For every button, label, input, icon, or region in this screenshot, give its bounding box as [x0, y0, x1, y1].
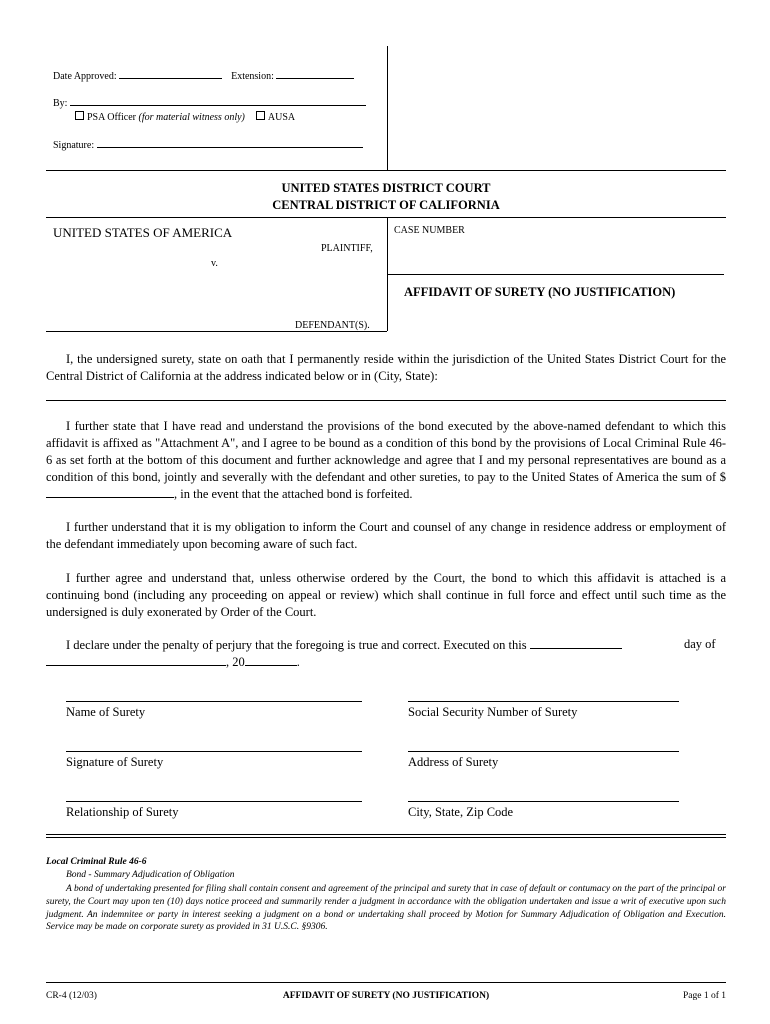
ausa-label: AUSA [267, 112, 296, 123]
court-title-line2: CENTRAL DISTRICT OF CALIFORNIA [272, 198, 500, 212]
city-state-zip-label: City, State, Zip Code [408, 805, 514, 819]
relationship-of-surety-field[interactable] [66, 801, 362, 802]
divider-top [46, 170, 726, 171]
address-of-surety-field[interactable] [408, 751, 679, 752]
court-title [46, 180, 726, 214]
defendant-label: DEFENDANT(S). [295, 320, 370, 331]
date-period: . [296, 655, 300, 669]
name-of-surety-field[interactable] [66, 701, 362, 702]
ausa-checkbox[interactable] [256, 111, 265, 120]
rule-text: A bond of undertaking presented for filing shall contain consent and agreement of the principal and surety that in case of default or contumacy on the part of the principal or surety, the Court may upon ten (10) days notice proceed and summarily render a judgment in accordance with the obligation undertaken and issue a writ of executive upon such judgment. An indemnitee or party in interest seeking a judgment on a bond or undertaking shall proceed by Motion for Summary Adjudication of Obligation and Execution. Service may be made on corporate surety as provided in 31 U.S.C. §9306. [46, 884, 726, 933]
signature-of-surety-field[interactable] [66, 751, 362, 752]
footer-title: AFFIDAVIT OF SURETY (NO JUSTIFICATION) [282, 991, 490, 1001]
ssn-of-surety-label: Social Security Number of Surety [408, 705, 578, 719]
executed-month-field[interactable] [46, 654, 226, 666]
signature-label: Signature: [53, 140, 95, 151]
signature-field[interactable] [97, 138, 363, 148]
court-title-line1: UNITED STATES DISTRICT COURT [281, 181, 491, 195]
versus-label: v. [211, 258, 218, 269]
case-number-label: CASE NUMBER [394, 225, 465, 236]
executed-date-line [46, 654, 300, 671]
extension-label: Extension: [231, 71, 274, 82]
case-number-field[interactable] [388, 238, 724, 272]
day-of-label: day of [684, 637, 716, 651]
case-number-underline [387, 274, 724, 275]
plaintiff-name: UNITED STATES OF AMERICA [53, 225, 233, 240]
rule-subtitle: Bond - Summary Adjudication of Obligation [66, 870, 235, 880]
rule-title: Local Criminal Rule 46-6 [46, 857, 147, 867]
footer-page-number: Page 1 of 1 [682, 991, 726, 1001]
paragraph-continuing [46, 570, 726, 621]
plaintiff-label: PLAINTIFF, [321, 243, 373, 254]
paragraph-continuing-text: I further agree and understand that, unless otherwise ordered by the Court, the bond to which this affidavit is attached is a continuing bond (including any proceeding on appeal or review) which shall continue in full force and effect until such time as the undersigned is duly exonerated by Order of the Court. [46, 571, 726, 619]
psa-officer-label: PSA Officer [87, 112, 136, 123]
declaration-text: I declare under the penalty of perjury that the foregoing is true and correct. Executed on this [66, 638, 527, 652]
psa-officer-checkbox[interactable] [75, 111, 84, 120]
ssn-of-surety-field[interactable] [408, 701, 679, 702]
paragraph-obligation [46, 418, 726, 503]
document-title: AFFIDAVIT OF SURETY (NO JUSTIFICATION) [404, 285, 676, 299]
paragraph-obligation-text-2: , in the event that the attached bond is forfeited. [174, 487, 413, 501]
paragraph-obligation-text-1: I further state that I have read and understand the provisions of the bond executed by the above-named defendant to which this affidavit is affixed as "Attachment A", and I agree to be bound as a condition of this bond by the provisions of Local Criminal Rule 46-6 as set forth at the bottom of this document and further acknowledge and agree that I and my personal representatives are bound as a condition of this bond, jointly and severally with the defendant and other sureties, to pay to the United States of America the sum of $ [46, 419, 726, 484]
caption-bottom-line [46, 331, 387, 332]
year-prefix: , 20 [226, 655, 245, 669]
date-approved-label: Date Approved: [53, 71, 117, 82]
date-approved-field[interactable] [119, 69, 222, 79]
footer-divider [46, 982, 726, 983]
city-state-zip-field[interactable] [408, 801, 679, 802]
residence-field[interactable] [46, 388, 726, 400]
divider-caption-top [46, 217, 726, 218]
residence-underline [46, 400, 726, 401]
header-box-right-border [387, 46, 388, 170]
psa-officer-note: (for material witness only) [138, 112, 245, 123]
extension-field[interactable] [276, 69, 354, 79]
bond-sum-field[interactable] [46, 486, 174, 498]
executed-day-field[interactable] [530, 637, 622, 649]
by-field[interactable] [70, 96, 366, 106]
address-of-surety-label: Address of Surety [408, 755, 499, 769]
divider-rule-1 [46, 834, 726, 835]
by-label: By: [53, 98, 68, 109]
footer-form-number: CR-4 (12/03) [46, 991, 97, 1001]
relationship-of-surety-label: Relationship of Surety [66, 805, 179, 819]
declaration-line [66, 637, 622, 654]
paragraph-residence [46, 351, 726, 385]
paragraph-notify-text: I further understand that it is my obligation to inform the Court and counsel of any change in residence address or employment of the defendant immediately upon becoming aware of such fact. [46, 520, 726, 551]
paragraph-residence-text: I, the undersigned surety, state on oath that I permanently reside within the jurisdiction of the United States District Court for the Central District of California at the address indicated below or in (City, State): [46, 352, 726, 383]
name-of-surety-label: Name of Surety [66, 705, 146, 719]
divider-rule-2 [46, 837, 726, 838]
executed-year-field[interactable] [245, 654, 297, 666]
paragraph-notify [46, 519, 726, 553]
signature-of-surety-label: Signature of Surety [66, 755, 164, 769]
